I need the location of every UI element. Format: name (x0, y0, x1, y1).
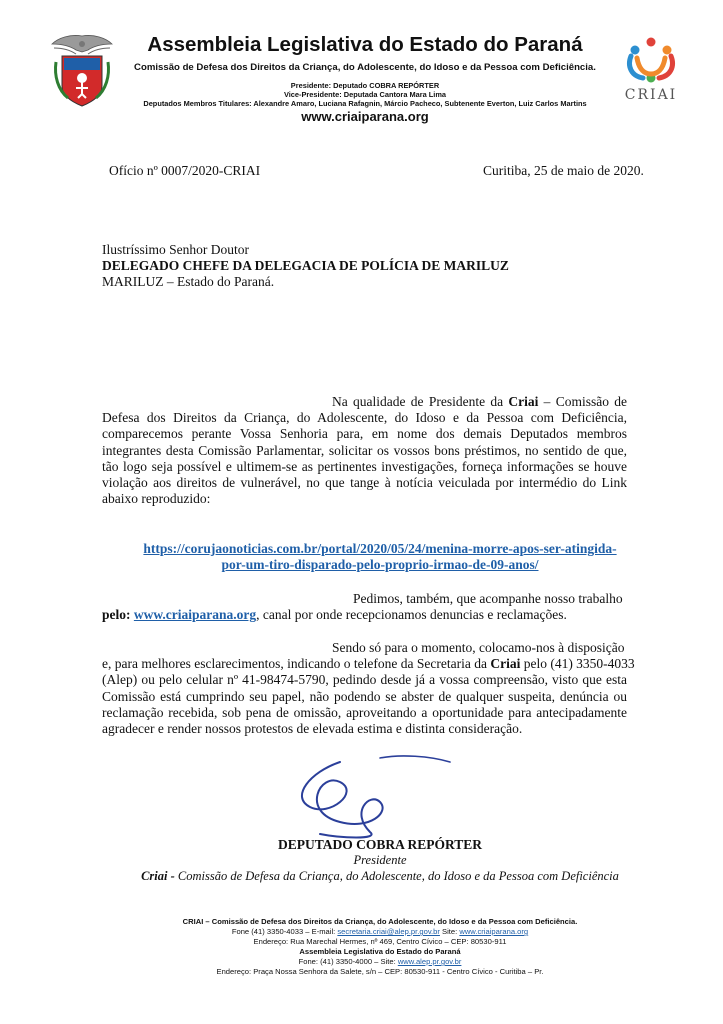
criai-bold: Criai (508, 394, 539, 409)
footer-line-6: Endereço: Praça Nossa Senhora da Salete, s/n – CEP: 80530-911 - Centro Cívico - Curitiba – Pr. (216, 967, 544, 976)
paragraph-2-line: Pedimos, também, que acompanhe nosso trabalho (353, 591, 623, 606)
text: pelo: (102, 607, 134, 623)
signer-role: Presidente (353, 853, 407, 867)
header-subtitle: Comissão de Defesa dos Direitos da Criança, do Adolescente, do Idoso e da Pessoa com Deficiência. (134, 62, 596, 73)
footer-line-4: Assembleia Legislativa do Estado do Paraná (299, 947, 461, 956)
header-title: Assembleia Legislativa do Estado do Paraná (147, 33, 583, 56)
parana-coat-of-arms-icon (48, 32, 116, 110)
paragraph-2-line (102, 607, 627, 623)
footer-criai-site-link[interactable]: www.criaiparana.org (459, 927, 529, 936)
handwritten-signature (280, 752, 480, 842)
salutation: Ilustríssimo Senhor Doutor (102, 242, 249, 257)
text: e, para melhores esclarecimentos, indicando o telefone da Secretaria da (102, 656, 491, 672)
text: Fone (41) 3350-4033 – E-mail: (231, 927, 338, 936)
paragraph-3-line: (Alep) ou pelo celular nº 41-98474-5790, pedindo desde já a vossa compreensão, visto que esta (102, 672, 627, 688)
recipient-location: MARILUZ – Estado do Paraná. (102, 274, 275, 289)
text: Site: (439, 927, 460, 936)
footer-line-2 (90, 927, 670, 937)
paragraph-3-line (102, 656, 635, 672)
paragraph-1-line: abaixo reproduzido: (102, 491, 211, 507)
header-vice-president: Vice-Presidente: Deputada Cantora Mara Lima (283, 90, 447, 99)
footer-line-5 (90, 957, 670, 967)
criai-bold: Criai - (141, 869, 175, 883)
paragraph-3-line: reclamação recebida, sob pena de omissão, aproveitando a oportunidade para antecipadamente (102, 704, 627, 720)
paragraph-1-line: violação aos direitos de vulnerável, no que tange à notícia veiculada por intermédio do Link (102, 474, 627, 490)
signer-name: DEPUTADO COBRA REPÓRTER (277, 837, 483, 852)
letter-reference: Ofício nº 0007/2020-CRIAI (109, 163, 261, 178)
paragraph-3-line: Comissão está cumprindo seu papel, não podendo se abster de qualquer suspeita, denúncia ou (102, 688, 627, 704)
paragraph-1-line: comparecemos perante Vossa Senhoria para, em nome dos demais Deputados membros (102, 426, 627, 442)
paragraph-1-line (102, 394, 627, 410)
text: pelo (41) 3350-4033 (520, 656, 635, 672)
paragraph-1 (102, 394, 627, 507)
paragraph-1-line: tão logo seja possível e ultimem-se as pertinentes investigações, forneça informações se houve (102, 458, 627, 474)
footer-alep-site-link[interactable]: www.alep.pr.gov.br (397, 957, 462, 966)
header-members: Deputados Membros Titulares: Alexandre Amaro, Luciana Rafagnin, Márcio Pacheco, Subtenente Everton, Luiz Carlos Martins (143, 99, 587, 108)
paragraph-1-line: Defesa dos Direitos da Criança, do Adolescente, do Idoso e da Pessoa com Deficiência, (102, 410, 627, 426)
text: Fone: (41) 3350-4000 – Site: (298, 957, 398, 966)
criai-bold: Criai (490, 656, 521, 672)
signer-organization (102, 869, 658, 884)
paragraph-3-line: Sendo só para o momento, colocamo-nos à disposição (332, 640, 625, 655)
text: , canal por onde recepcionamos denuncias e reclamações. (256, 607, 567, 623)
paragraph-3-line: agradecer e render nossos protestos de elevada estima e distinta consideração. (102, 720, 523, 736)
news-link-line-1[interactable]: https://corujaonoticias.com.br/portal/2020/05/24/menina-morre-apos-ser-atingida- (143, 541, 617, 556)
footer-line-1: CRIAI – Comissão de Defesa dos Direitos da Criança, do Adolescente, do Idoso e da Pessoa com Deficiência. (182, 917, 578, 926)
letter-date: Curitiba, 25 de maio de 2020. (483, 163, 644, 178)
criai-logo-text: CRIAI (624, 87, 678, 103)
news-link-line-2[interactable]: por-um-tiro-disparado-pelo-proprio-irmao-de-09-anos/ (221, 557, 539, 572)
text: – Comissão de (538, 394, 628, 409)
footer-line-3: Endereço: Rua Marechal Hermes, nº 469, Centro Cívico – CEP: 80530-911 (253, 937, 507, 946)
header-president: Presidente: Deputado COBRA REPÓRTER (290, 81, 440, 90)
footer-email-link[interactable]: secretaria.criai@alep.pr.gov.br (337, 927, 440, 936)
text: Comissão de Defesa da Criança, do Adolescente, do Idoso e da Pessoa com Deficiência (174, 869, 619, 883)
text: Na qualidade de Presidente da (332, 394, 509, 409)
paragraph-3 (102, 640, 635, 737)
paragraph-1-line: integrantes desta Comissão Parlamentar, solicitar os vossos bons préstimos, no sentido de que, (102, 442, 627, 458)
paragraph-2 (102, 591, 627, 623)
criai-site-link[interactable]: www.criaiparana.org (133, 607, 257, 623)
recipient: DELEGADO CHEFE DA DELEGACIA DE POLÍCIA DE MARILUZ (102, 258, 509, 273)
header-website[interactable]: www.criaiparana.org (301, 109, 429, 124)
